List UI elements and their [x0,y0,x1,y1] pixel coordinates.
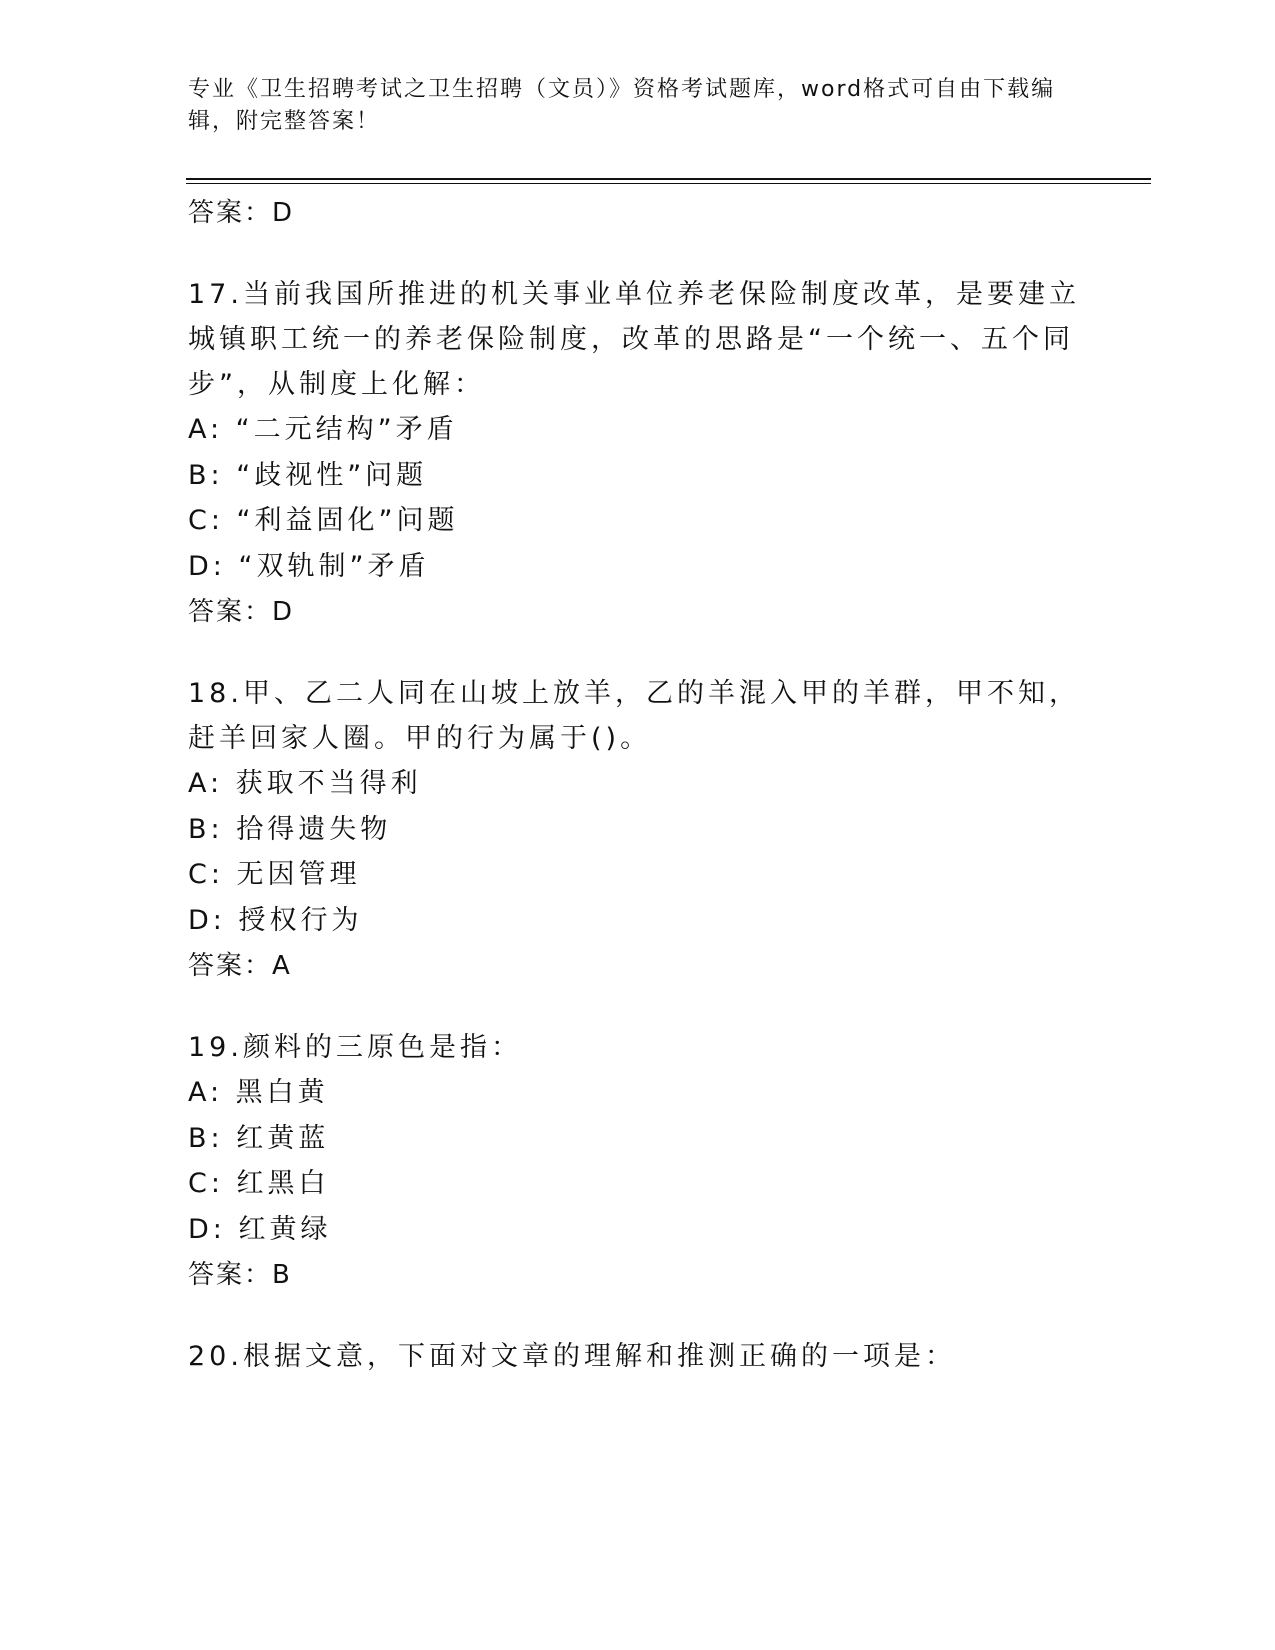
option-a: A: 黑白黄 [188,1077,329,1108]
question-18 [188,671,1088,989]
option-c: C: 红黑白 [188,1168,330,1199]
question-stem: 20.根据文意，下面对文章的理解和推测正确的一项是： [188,1341,956,1372]
question-17 [188,272,1088,635]
option-c: C: 无因管理 [188,859,361,890]
answer-line: 答案：D [188,597,295,627]
option-b: B: 拾得遗失物 [188,813,392,845]
spacer [188,635,1088,671]
option-d: D: 授权行为 [188,904,363,936]
header-rule [186,178,1151,180]
option-d: D: “双轨制”矛盾 [188,550,430,582]
option-a: A: “二元结构”矛盾 [188,414,458,445]
spacer [188,1298,1088,1334]
header-rule-thin [186,183,1151,184]
spacer [188,989,1088,1025]
question-19 [188,1025,1088,1298]
question-stem: 19.颜料的三原色是指： [188,1032,522,1063]
content [188,190,1088,1379]
option-b: B: “歧视性”问题 [188,459,428,491]
option-d: D: 红黄绿 [188,1213,332,1245]
spacer [188,236,1088,272]
option-b: B: 红黄蓝 [188,1122,330,1154]
answer-line: 答案：B [188,1260,292,1290]
option-c: C: “利益固化”问题 [188,505,459,536]
question-20 [188,1334,1088,1379]
answer-line: 答案：D [188,198,295,228]
option-a: A: 获取不当得利 [188,768,422,799]
answer-line: 答案：A [188,951,292,981]
question-stem: 18.甲、乙二人同在山坡上放羊，乙的羊混入甲的羊群，甲不知，赶羊回家人圈。甲的行为属于()。 [188,678,1080,754]
header-text: 专业《卫生招聘考试之卫生招聘（文员）》资格考试题库，word格式可自由下载编辑，附完整答案！ [188,77,1056,134]
question-stem: 17.当前我国所推进的机关事业单位养老保险制度改革，是要建立城镇职工统一的养老保险制度，改革的思路是“一个统一、五个同步”，从制度上化解： [188,279,1080,400]
